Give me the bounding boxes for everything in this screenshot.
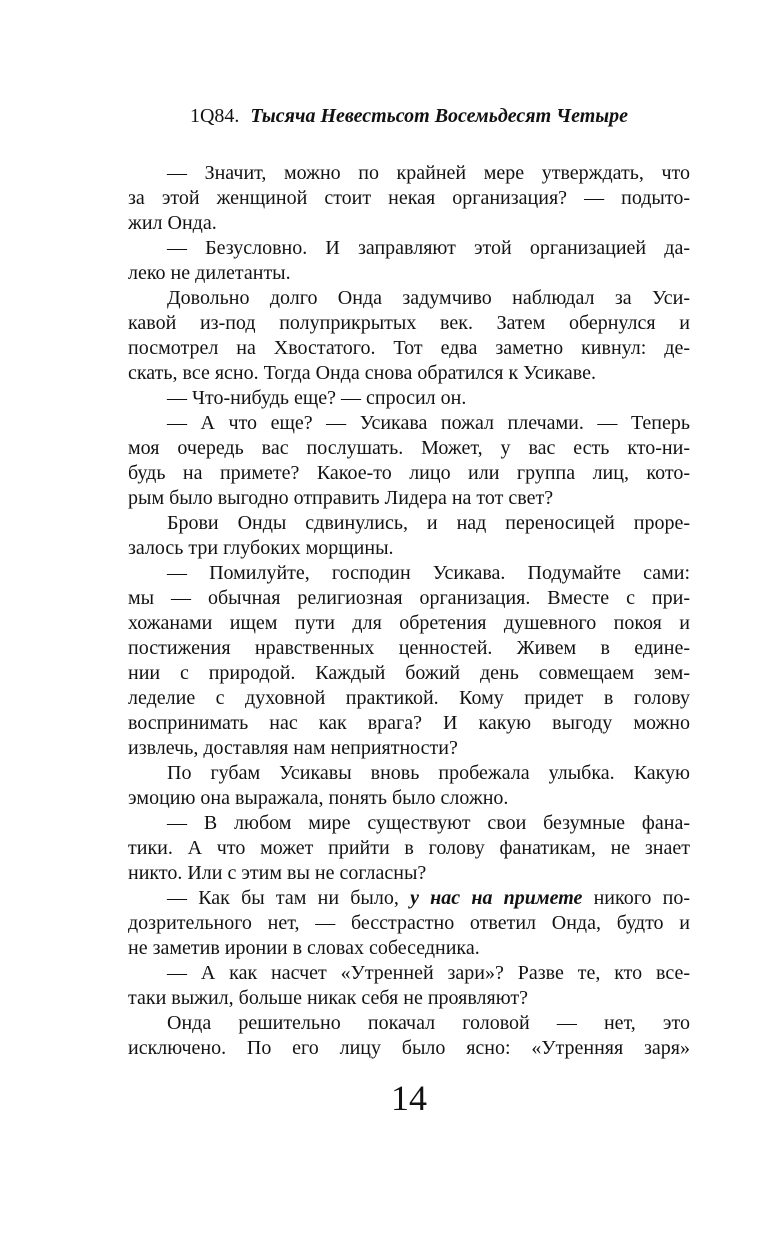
paragraph [128,961,690,1011]
paragraph [128,761,690,811]
text-line: постижения нравственных ценностей. Живем в едине- [128,637,690,659]
text-line: — Безусловно. И заправляют этой организацией да- [167,237,690,259]
text-line: моя очередь вас послушать. Может, у вас есть кто-ни- [128,437,690,459]
paragraph [128,386,690,411]
text-line: Брови Онды сдвинулись, и над переносицей проре- [167,512,690,534]
paragraph [128,561,690,761]
text-line: залось три глубоких морщины. [128,537,394,559]
text-line: посмотрел на Хвостатого. Тот едва заметно кивнул: де- [128,337,690,359]
paragraph [128,886,690,961]
text-block [128,161,690,1061]
text-line: скать, все ясно. Тогда Онда снова обратился к Усикаве. [128,362,597,384]
paragraph [128,161,690,236]
text-line: извлечь, доставляя нам неприятности? [128,737,458,759]
text-line: исключено. По его лицу было ясно: «Утренняя заря» [128,1037,690,1059]
text-line [128,886,690,911]
paragraph [128,411,690,511]
text-line: кавой из-под полуприкрытых век. Затем обернулся и [128,312,690,334]
text-line: леко не дилетанты. [128,262,291,284]
text-line: — А как насчет «Утренней зари»? Разве те, кто все- [167,962,690,984]
text-line: дозрительного нет, — бесстрастно ответил Онда, будто и [128,912,690,934]
book-title-code: 1Q84. [189,105,240,127]
text-line: воспринимать нас как врага? И какую выгоду можно [128,712,690,734]
text-line: тики. А что может прийти в голову фанатикам, не знает [128,837,690,859]
text-line: — А что еще? — Усикава пожал плечами. — Теперь [167,412,690,434]
running-head [128,104,690,128]
paragraph [128,1011,690,1061]
text-line: не заметив иронии в словах собеседника. [128,937,480,959]
text-line: — Помилуйте, господин Усикава. Подумайте сами: [167,562,690,584]
emphasized-text: у нас на примете [410,887,583,909]
text-line: — Что-нибудь еще? — спросил он. [167,387,467,409]
text-line: Онда решительно покачал головой — нет, это [167,1012,690,1034]
text-line: эмоцию она выражала, понять было сложно. [128,787,509,809]
text-line: таки выжил, больше никак себя не проявляют? [128,987,528,1009]
text-line: — В любом мире существуют свои безумные фана- [167,812,690,834]
text-line: хожанами ищем пути для обретения душевного покоя и [128,612,690,634]
text-segment: никого по- [582,887,690,909]
text-line: — Значит, можно по крайней мере утверждать, что [167,162,690,184]
text-line: никто. Или с этим вы не согласны? [128,862,427,884]
paragraph [128,511,690,561]
text-line: за этой женщиной стоит некая организация? — подыто- [128,187,690,209]
text-line: Довольно долго Онда задумчиво наблюдал за Уси- [167,287,690,309]
text-line: рым было выгодно отправить Лидера на тот свет? [128,487,554,509]
text-line: По губам Усикавы вновь пробежала улыбка. Какую [167,762,690,784]
text-line: жил Онда. [128,212,217,234]
book-title-russian: Тысяча Невестьсот Восемьдесят Четыре [250,105,629,127]
text-segment: — Как бы там ни было, [167,887,411,909]
paragraph [128,286,690,386]
page-number: 14 [391,1078,427,1118]
paragraph [128,236,690,286]
text-line: нии с природой. Каждый божий день совмещаем зем- [128,662,690,684]
paragraph [128,811,690,886]
text-line: будь на примете? Какое-то лицо или группа лиц, кото- [128,462,690,484]
text-line: мы — обычная религиозная организация. Вместе с при- [128,587,690,609]
text-line: леделие с духовной практикой. Кому придет в голову [128,687,690,709]
